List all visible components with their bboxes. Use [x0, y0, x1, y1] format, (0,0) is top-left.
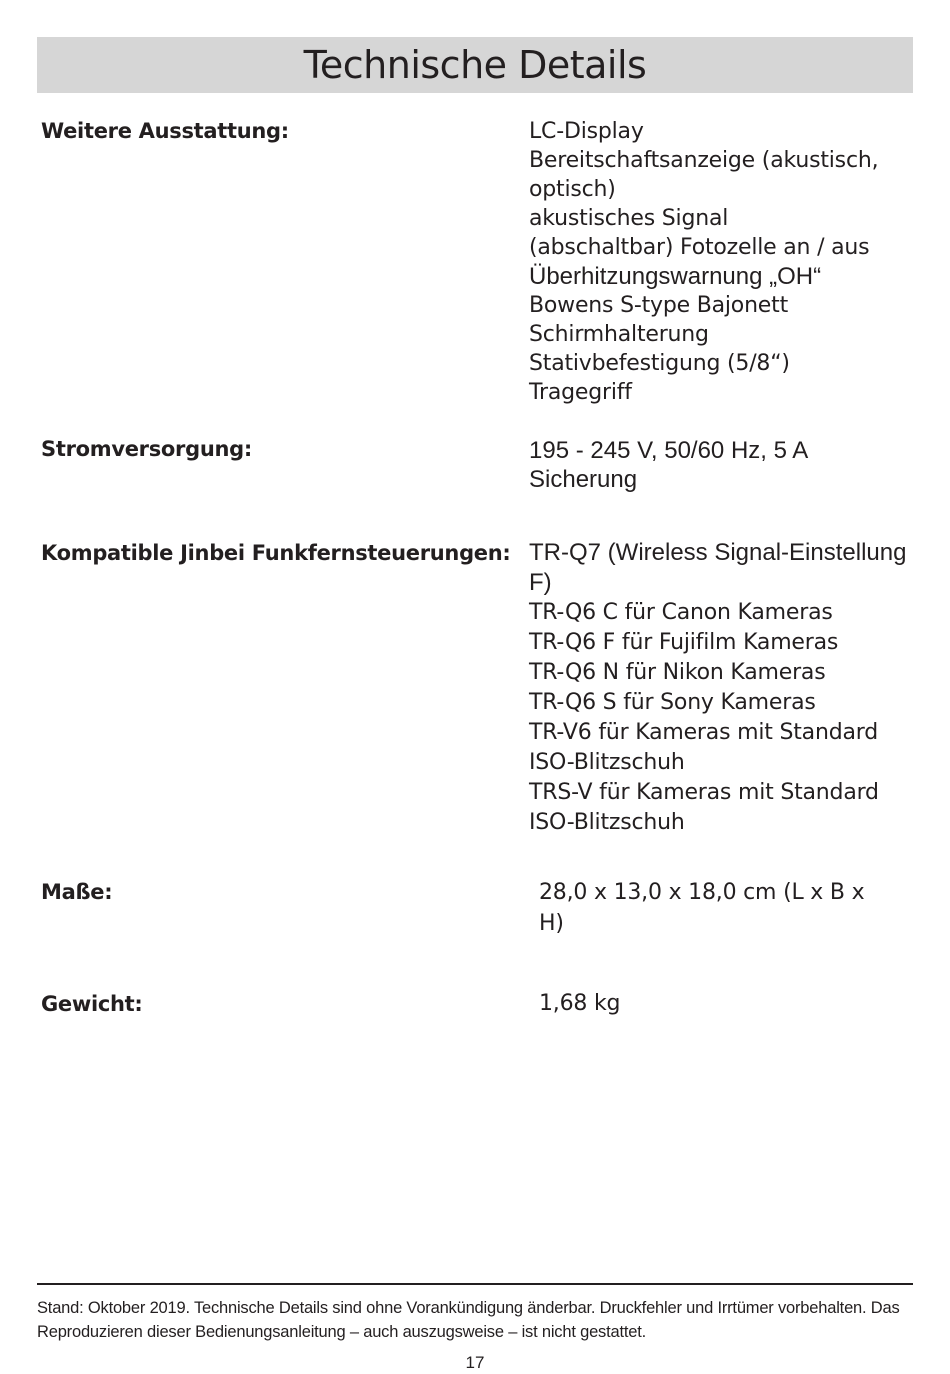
spec-value-line: TR-Q6 F für Fujifilm Kameras: [529, 630, 839, 655]
spec-value-line: 28,0 x 13,0 x 18,0 cm (L x B x: [539, 880, 865, 905]
spec-values-masse: [539, 877, 939, 939]
spec-values-funkfernsteuerungen: [529, 538, 929, 838]
spec-value-line: TRS-V für Kameras mit Standard: [529, 780, 879, 805]
spec-label-gewicht: Gewicht:: [41, 992, 143, 1016]
spec-label-ausstattung: Weitere Ausstattung:: [41, 119, 289, 143]
spec-value-line: Schirmhalterung: [529, 322, 709, 347]
spec-label-stromversorgung: Stromversorgung:: [41, 437, 252, 461]
spec-value-line: H): [539, 911, 564, 936]
footer-divider: [37, 1283, 913, 1285]
spec-value-line: Bowens S-type Bajonett: [529, 293, 788, 318]
spec-value-line: TR-Q6 N für Nikon Kameras: [529, 660, 826, 685]
spec-value-line: Überhitzungswarnung „OH“: [529, 263, 822, 290]
spec-values-gewicht: [539, 989, 939, 1018]
spec-value-line: Tragegriff: [529, 380, 632, 405]
spec-value-line: Bereitschaftsanzeige (akustisch,: [529, 148, 879, 173]
spec-label-masse: Maße:: [41, 880, 113, 904]
spec-value-line: TR-V6 für Kameras mit Standard: [529, 720, 878, 745]
footer-note: Stand: Oktober 2019. Technische Details sind ohne Vorankündigung änderbar. Druckfehler und Irrtümer vorbehalten. Das Reproduzieren dieser Bedienungsanleitung – auch auszugsweise – ist nicht gestattet.: [37, 1299, 900, 1341]
spec-value-line: 195 - 245 V, 50/60 Hz, 5 A: [529, 437, 809, 464]
spec-value-line: Sicherung: [529, 466, 638, 493]
spec-value-line: TR-Q6 C für Canon Kameras: [529, 600, 833, 625]
spec-value-line: LC-Display: [529, 119, 644, 144]
spec-value-line: Stativbefestigung (5/8“): [529, 351, 790, 376]
spec-value-line: (abschaltbar) Fotozelle an / aus: [529, 235, 870, 260]
spec-value-line: ISO-Blitzschuh: [529, 810, 685, 835]
spec-value-line: ISO-Blitzschuh: [529, 750, 685, 775]
spec-value-line: F): [529, 569, 552, 596]
page-number: 17: [465, 1353, 485, 1372]
spec-value-line: 1,68 kg: [539, 991, 621, 1016]
spec-label-funkfernsteuerungen: Kompatible Jinbei Funkfernsteuerungen:: [41, 541, 511, 565]
page-title: Technische Details: [303, 43, 647, 87]
spec-value-line: optisch): [529, 177, 616, 202]
spec-value-line: akustisches Signal: [529, 206, 729, 231]
spec-values-stromversorgung: [529, 436, 929, 494]
spec-value-line: TR-Q6 S für Sony Kameras: [529, 690, 816, 715]
spec-values-ausstattung: [529, 117, 929, 407]
spec-value-line: TR-Q7 (Wireless Signal-Einstellung: [529, 539, 907, 566]
title-bar: [37, 37, 913, 93]
